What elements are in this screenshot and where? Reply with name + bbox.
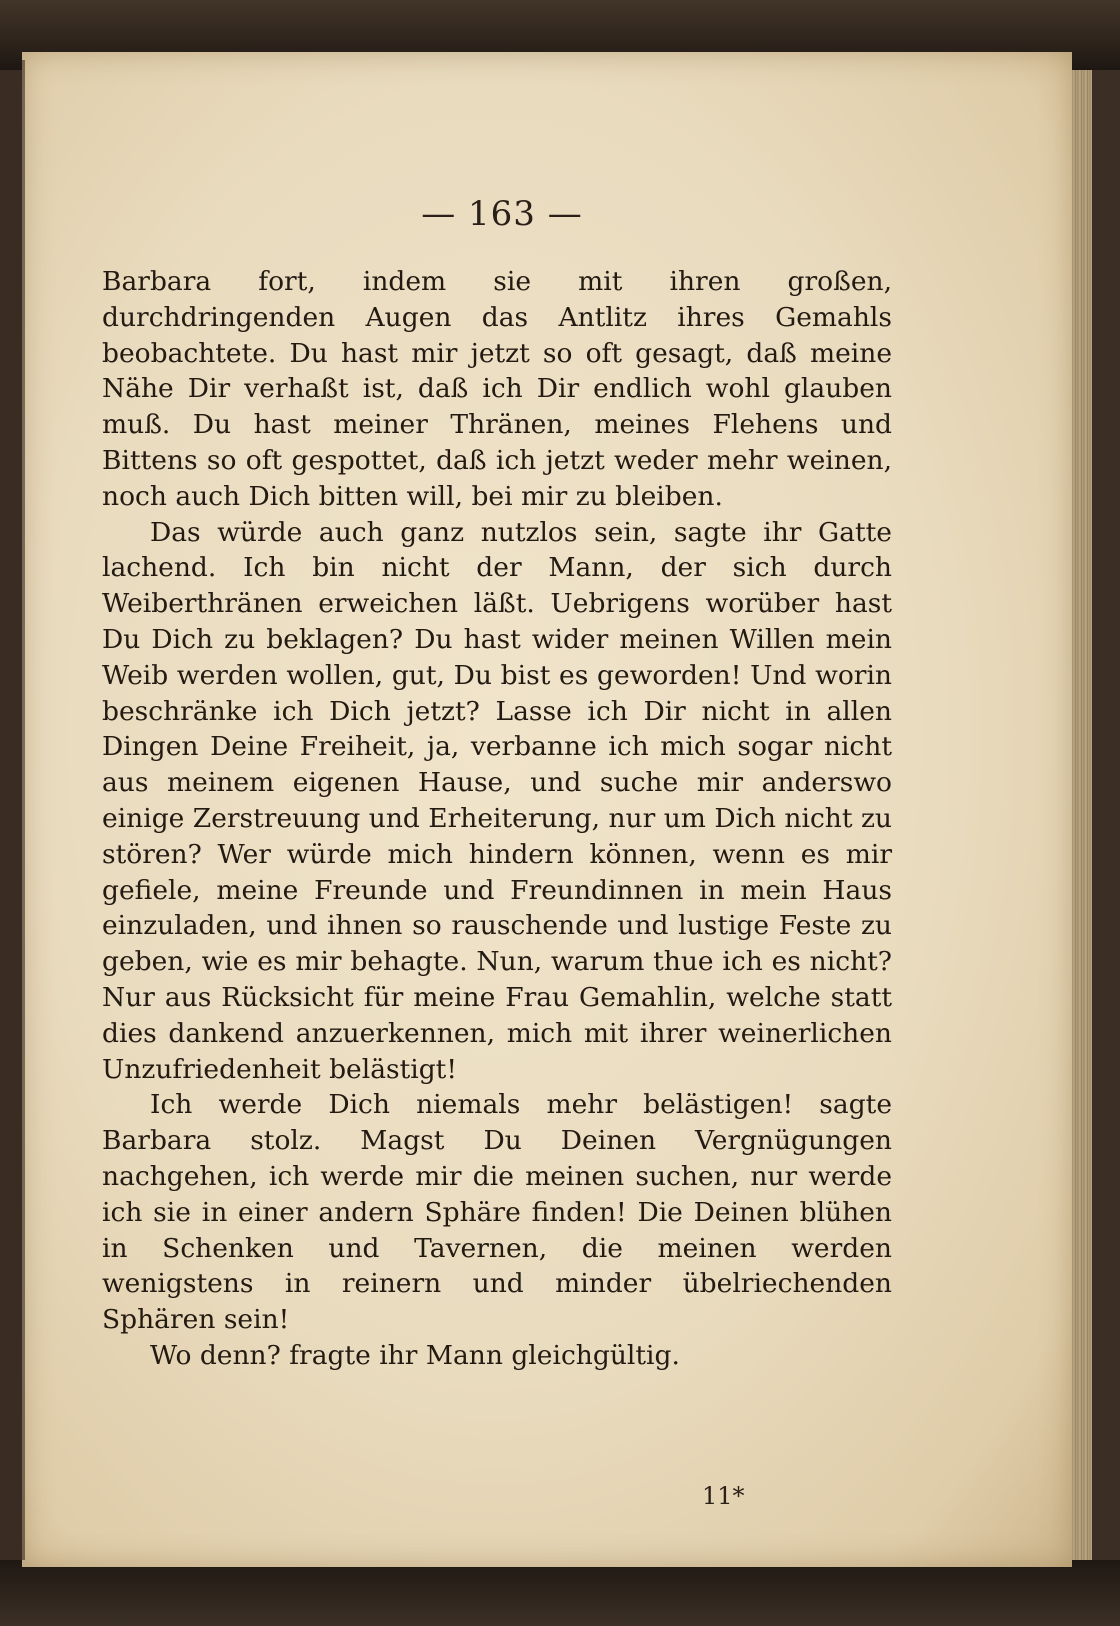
signature-mark: 11* xyxy=(702,1482,745,1510)
book-page xyxy=(22,52,1072,1567)
paragraph-2: Das würde auch ganz nutzlos sein, sagte ihr Gatte lachend. Ich bin nicht der Mann, der sich durch Weiberthränen erweichen läßt. Uebrigens worüber hast Du Dich zu beklagen? Du hast wider meinen Willen mein Weib werden wollen, gut, Du bist es geworden! Und worin beschränke ich Dich jetzt? Lasse ich Dir nicht in allen Dingen Deine Freiheit, ja, verbanne ich mich sogar nicht aus meinem eigenen Hause, und suche mir anderswo einige Zerstreuung und Erheiterung, nur um Dich nicht zu stören? Wer würde mich hindern können, wenn es mir gefiele, meine Freunde und Freundinnen in mein Haus einzuladen, und ihnen so rauschende und lustige Feste zu geben, wie es mir behagte. Nun, warum thue ich es nicht? Nur aus Rücksicht für meine Frau Gemahlin, welche statt dies dankend anzuerkennen, mich mit ihrer weinerlichen Unzufriedenheit belästigt! xyxy=(102,516,892,1085)
paragraph-1: Barbara fort, indem sie mit ihren großen, durchdringenden Augen das Antlitz ihres Gemahls beobachtete. Du hast mir jetzt so oft gesagt, daß meine Nähe Dir verhaßt ist, daß ich Dir endlich wohl glauben muß. Du hast meiner Thränen, meines Flehens und Bittens so oft gespottet, daß ich jetzt weder mehr weinen, noch auch Dich bitten will, bei mir zu bleiben. xyxy=(102,266,892,512)
page-number: — 163 — xyxy=(421,194,583,234)
paragraph-4: Wo denn? fragte ihr Mann gleichgültig. xyxy=(150,1339,680,1371)
paragraph-3: Ich werde Dich niemals mehr belästigen! sagte Barbara stolz. Magst Du Deinen Vergnügungen nachgehen, ich werde mir die meinen suchen, nur werde ich sie in einer andern Sphäre finden! Die Deinen blühen in Schenken und Tavernen, die meinen werden wenigstens in reinern und minder übelriechenden Sphären sein! xyxy=(102,1089,892,1336)
cover-bottom-edge xyxy=(0,1560,1120,1626)
body-text xyxy=(102,264,892,1374)
gutter-line xyxy=(22,60,25,1560)
